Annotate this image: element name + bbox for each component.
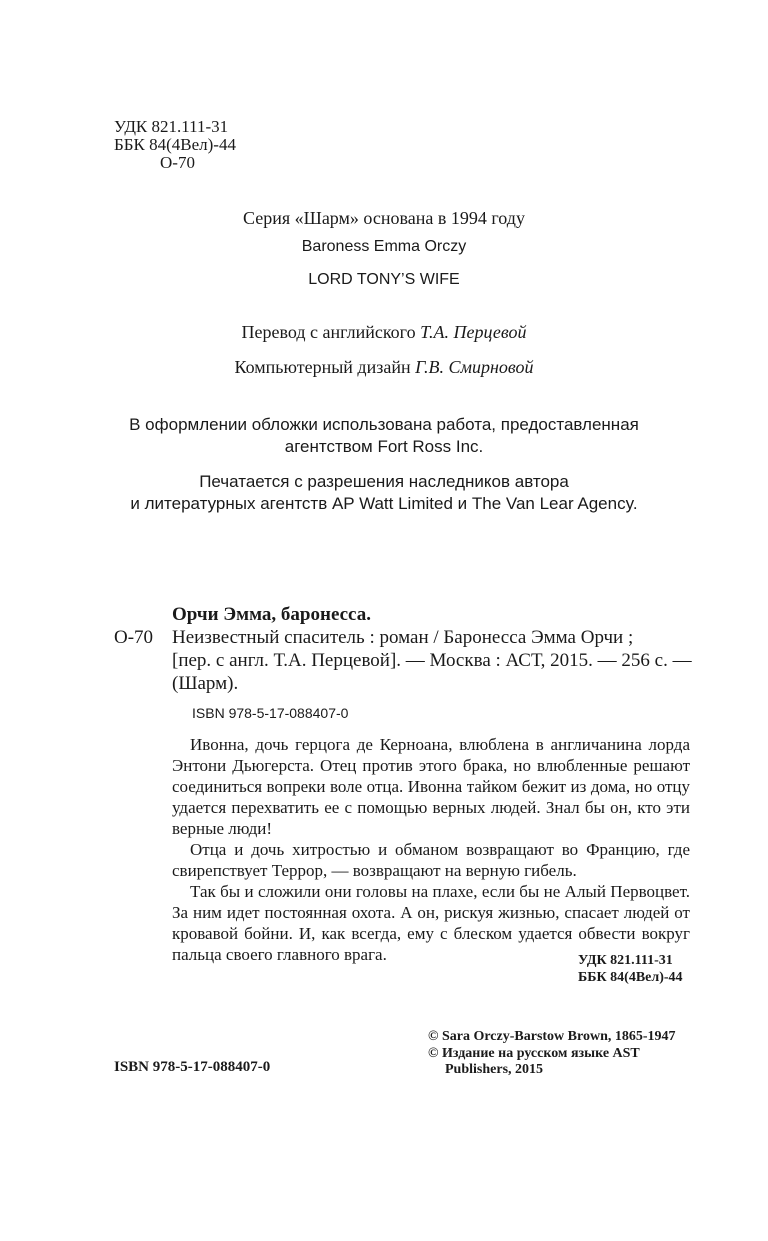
cover-notice-line1: В оформлении обложки использована работа, предоставленная: [129, 415, 639, 434]
rights-notice-line2: и литературных агентств AP Watt Limited и The Van Lear Agency.: [130, 494, 638, 513]
copyright-line3: Publishers, 2015: [445, 1062, 544, 1077]
annotation: [172, 734, 690, 965]
catalog-line3: (Шарм).: [172, 673, 239, 694]
annotation-paragraph: Отца и дочь хитростью и обманом возвращают во Францию, где свирепствует Террор, — возвращают на верную гибель.: [172, 840, 690, 880]
series-line: Серия «Шарм» основана в 1994 году: [243, 208, 525, 228]
catalog-mark: О-70: [114, 627, 154, 648]
annotation-paragraph: Ивонна, дочь герцога де Керноана, влюблена в англичанина лорда Энтони Дьюгерста. Отец против этого брака, но влюбленные решают соединиться вопреки воле отца. Ивонна тайком бежит из дома, но отцу удается перехватить ее с помощью верных людей. Знал бы он, кто эти верные люди!: [172, 735, 690, 838]
translation-prefix: Перевод с английского: [241, 322, 416, 342]
bbk-code: ББК 84(4Вел)-44: [114, 135, 236, 154]
catalog-line1: Неизвестный спаситель : роман / Баронесса Эмма Орчи ;: [172, 627, 634, 648]
udk-code: УДК 821.111-31: [114, 117, 229, 136]
rights-notice-line1: Печатается с разрешения наследников автора: [199, 472, 569, 491]
author-mark: О-70: [160, 153, 195, 172]
catalog-isbn: ISBN 978-5-17-088407-0: [192, 705, 349, 721]
annotation-paragraph: Так бы и сложили они головы на плахе, если бы не Алый Первоцвет. За ним идет постоянная охота. А он, рискуя жизнью, спасает людей от кровавой бойни. И, как всегда, ему с блеском удается обвести вокруг пальца своего главного врага.: [172, 882, 690, 964]
catalog-line2: [пер. с англ. Т.А. Перцевой]. — Москва : АСТ, 2015. — 256 с. —: [172, 650, 692, 671]
translator-name: Т.А. Перцевой: [420, 322, 527, 342]
original-title: LORD TONY’S WIFE: [308, 271, 460, 288]
translation-credit: [0, 322, 768, 343]
copyright-line2: © Издание на русском языке AST: [428, 1046, 640, 1061]
cover-notice-line2: агентством Fort Ross Inc.: [284, 437, 484, 456]
footer-bbk-code: ББК 84(4Вел)-44: [578, 970, 683, 985]
catalog-heading: Орчи Эмма, баронесса.: [172, 604, 371, 625]
original-author: Baroness Emma Orczy: [301, 238, 467, 255]
designer-name: Г.В. Смирновой: [415, 357, 534, 377]
bottom-isbn: ISBN 978-5-17-088407-0: [114, 1059, 271, 1075]
footer-udk-code: УДК 821.111-31: [578, 953, 673, 968]
design-prefix: Компьютерный дизайн: [234, 357, 411, 377]
design-credit: [0, 357, 768, 378]
copyright-line1: © Sara Orczy-Barstow Brown, 1865-1947: [428, 1029, 676, 1044]
